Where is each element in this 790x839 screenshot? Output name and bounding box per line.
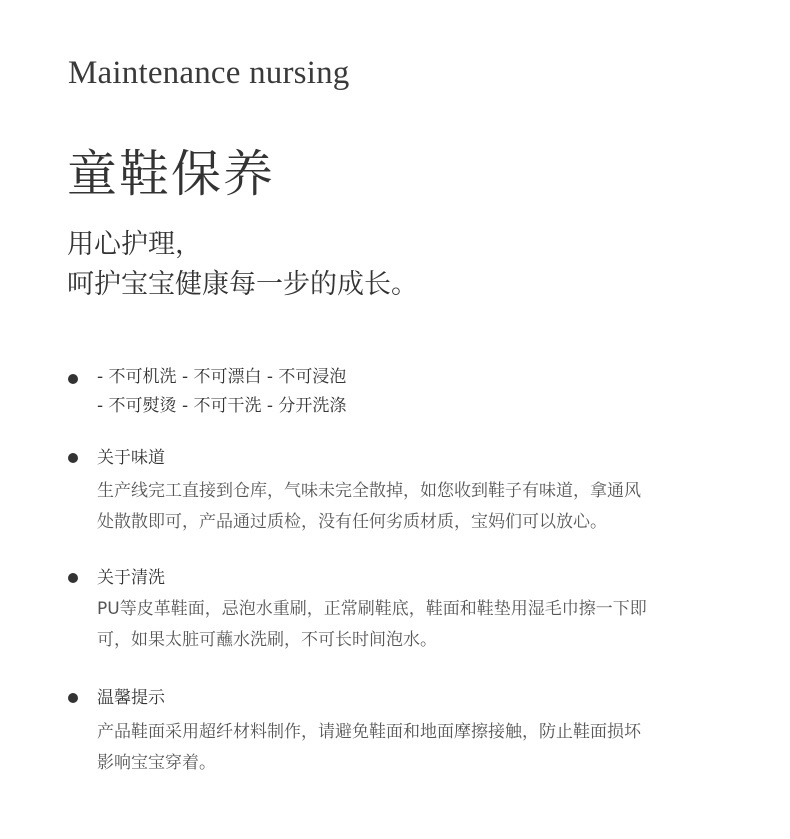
smell-body-line-1: 生产线完工直接到仓库，气味未完全散掉，如您收到鞋子有味道，拿通风 bbox=[97, 481, 641, 501]
slogan-line-1: 用心护理， bbox=[67, 229, 202, 260]
tips-heading: 温馨提示 bbox=[97, 688, 165, 708]
smell-body-line-2: 处散散即可，产品通过质检，没有任何劣质材质，宝妈们可以放心。 bbox=[97, 512, 607, 532]
bullet-dot-icon bbox=[68, 693, 78, 703]
page-title: 童鞋保养 bbox=[67, 145, 275, 203]
bullet-dot-icon bbox=[68, 453, 78, 463]
slogan bbox=[67, 225, 418, 305]
cleaning-body-line-1: PU等皮革鞋面，忌泡水重刷，正常刷鞋底，鞋面和鞋垫用湿毛巾擦一下即 bbox=[97, 599, 647, 619]
care-rules-line-2: - 不可熨烫 - 不可干洗 - 分开洗涤 bbox=[97, 396, 347, 416]
bullet-dot-icon bbox=[68, 374, 78, 384]
bullet-dot-icon bbox=[68, 573, 78, 583]
slogan-line-2: 呵护宝宝健康每一步的成长。 bbox=[67, 269, 418, 300]
english-title: Maintenance nursing bbox=[68, 55, 350, 91]
smell-body bbox=[97, 476, 737, 538]
tips-body-line-2: 影响宝宝穿着。 bbox=[97, 753, 216, 773]
tips-body-line-1: 产品鞋面采用超纤材料制作，请避免鞋面和地面摩擦接触，防止鞋面损坏 bbox=[97, 722, 641, 742]
cleaning-heading: 关于清洗 bbox=[97, 568, 165, 588]
tips-body bbox=[97, 717, 737, 779]
care-rules-line-1: - 不可机洗 - 不可漂白 - 不可浸泡 bbox=[97, 367, 347, 387]
smell-heading: 关于味道 bbox=[97, 448, 165, 468]
cleaning-body-line-2: 可，如果太脏可蘸水洗刷，不可长时间泡水。 bbox=[97, 630, 437, 650]
cleaning-body bbox=[97, 594, 737, 656]
